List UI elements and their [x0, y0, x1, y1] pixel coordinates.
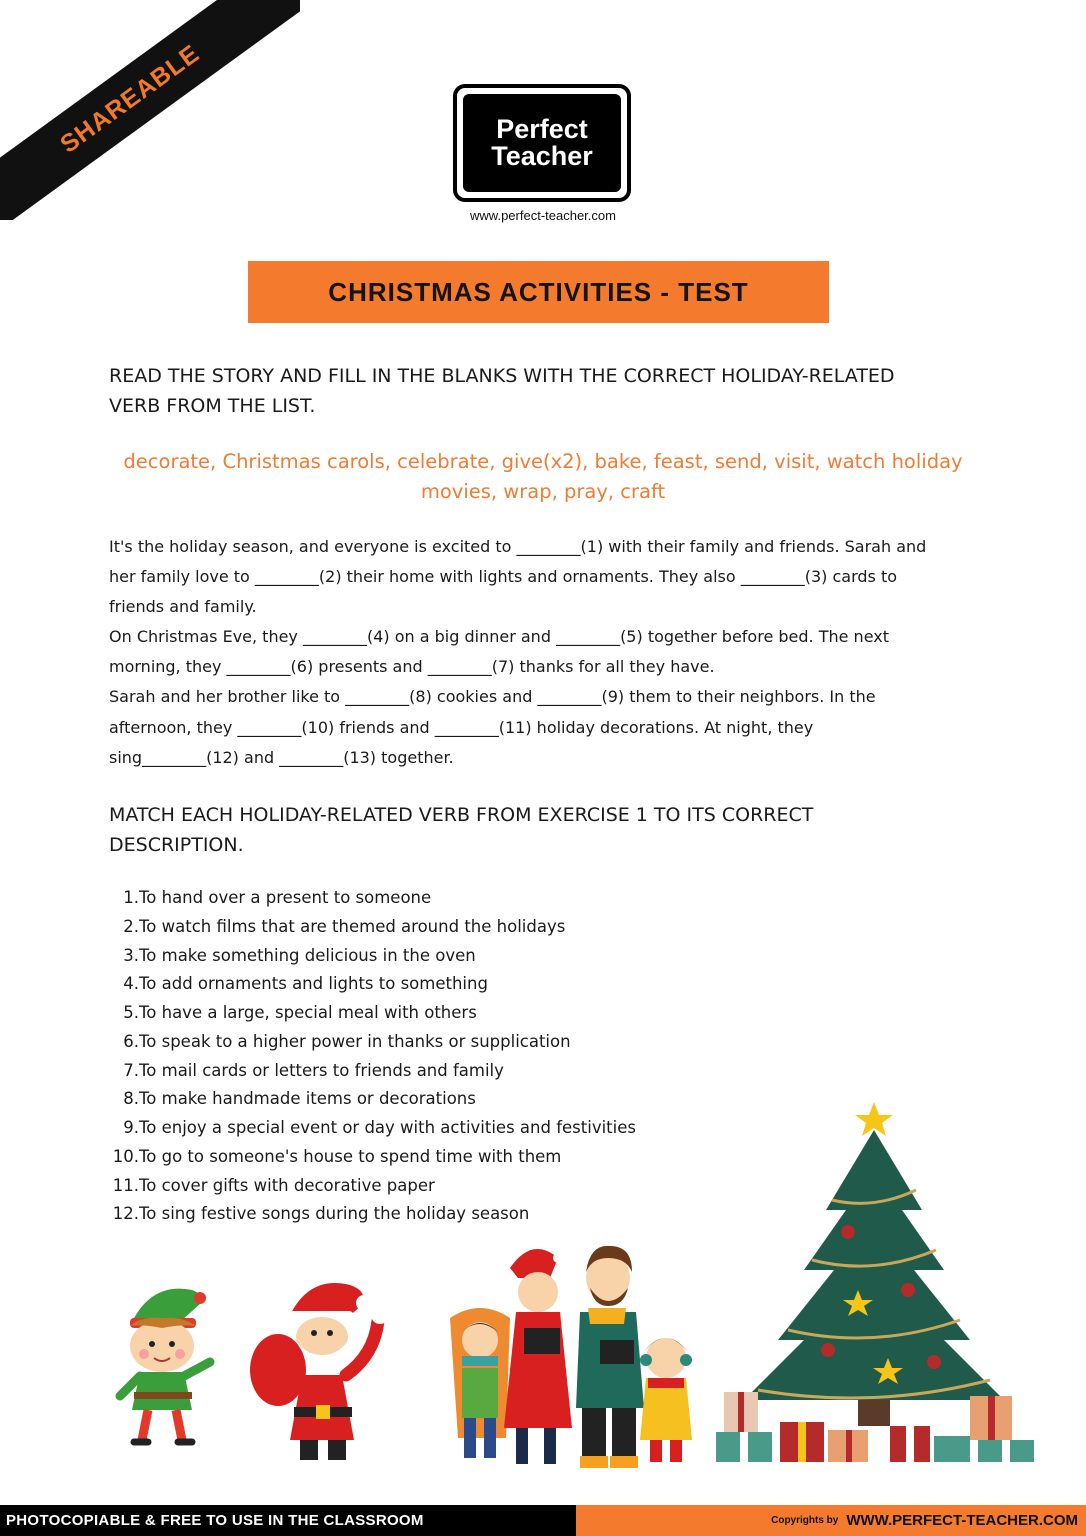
logo-line2: Teacher	[491, 141, 593, 171]
word-bank	[100, 447, 986, 507]
list-item	[109, 942, 729, 971]
christmas-tree-illustration	[708, 1100, 1038, 1475]
item-number: 9.	[123, 1118, 139, 1137]
story-line: sing________(12) and ________(13) together.	[109, 747, 454, 767]
exercise1-instruction	[109, 361, 989, 421]
item-text: To make handmade items or decorations	[139, 1089, 476, 1109]
item-text: To cover gifts with decorative paper	[139, 1175, 435, 1195]
list-item	[109, 970, 729, 999]
story-text	[109, 532, 989, 773]
exercise1-instruction-line2: VERB FROM THE LIST.	[109, 395, 316, 417]
item-text: To enjoy a special event or day with activities and festivities	[139, 1118, 636, 1137]
logo-frame	[453, 84, 631, 202]
word-bank-line2: movies, wrap, pray, craft	[420, 480, 666, 503]
elf-illustration	[112, 1280, 222, 1460]
item-text: To add ornaments and lights to something	[139, 974, 488, 994]
exercise2-instruction-line2: DESCRIPTION.	[109, 834, 244, 856]
item-text: To go to someone's house to spend time with them	[139, 1146, 562, 1166]
item-text: To sing festive songs during the holiday season	[139, 1204, 530, 1224]
item-number: 2.	[123, 916, 139, 936]
story-line: It's the holiday season, and everyone is excited to ________(1) with their family and friends. Sarah and	[109, 537, 927, 556]
list-item	[109, 999, 729, 1028]
carol-singers-illustration	[440, 1228, 700, 1473]
list-item	[109, 1200, 729, 1229]
perfect-teacher-logo[interactable]	[453, 84, 633, 224]
title-banner	[248, 261, 829, 323]
list-item	[109, 1143, 729, 1172]
story-line: On Christmas Eve, they ________(4) on a big dinner and ________(5) together before bed. The next	[109, 627, 889, 647]
story-line: afternoon, they ________(10) friends and ________(11) holiday decorations. At night, they	[109, 717, 814, 737]
list-item	[109, 1057, 729, 1086]
list-item	[109, 1085, 729, 1114]
list-item	[109, 1114, 729, 1143]
item-number: 3.	[123, 945, 139, 965]
exercise1-instruction-line1: READ THE STORY AND FILL IN THE BLANKS WITH THE CORRECT HOLIDAY-RELATED	[109, 365, 895, 387]
word-bank-line1: decorate, Christmas carols, celebrate, give(x2), bake, feast, send, visit, watch holiday	[123, 450, 963, 473]
item-number: 8.	[123, 1089, 139, 1109]
item-text: To make something delicious in the oven	[139, 945, 476, 965]
story-line: her family love to ________(2) their home with lights and ornaments. They also ________(3) cards to	[109, 567, 898, 587]
item-text: To hand over a present to someone	[139, 888, 432, 907]
exercise2-instruction	[109, 800, 989, 860]
item-number: 5.	[123, 1003, 139, 1022]
exercise2-instruction-line1: MATCH EACH HOLIDAY-RELATED VERB FROM EXERCISE 1 TO ITS CORRECT	[109, 804, 814, 826]
item-number: 4.	[123, 974, 139, 994]
item-number: 12.	[112, 1204, 139, 1224]
footer-photocopiable-text: PHOTOCOPIABLE & FREE TO USE IN THE CLASSROOM	[6, 1512, 424, 1529]
copyright-prefix: Copyrights by	[771, 1515, 839, 1526]
story-line: Sarah and her brother like to ________(8) cookies and ________(9) them to their neighbors. In the	[109, 687, 876, 707]
logo-screen	[463, 94, 621, 192]
item-number: 1.	[123, 888, 139, 907]
description-list	[109, 884, 729, 1229]
list-item	[109, 913, 729, 942]
item-number: 7.	[123, 1060, 139, 1080]
santa-illustration	[250, 1275, 400, 1470]
footer-site-link[interactable]: WWW.PERFECT-TEACHER.COM	[846, 1512, 1078, 1529]
item-text: To watch films that are themed around the holidays	[139, 916, 566, 936]
story-line: morning, they ________(6) presents and ________(7) thanks for all they have.	[109, 657, 715, 677]
item-text: To mail cards or letters to friends and family	[139, 1060, 504, 1080]
footer-left-bar	[0, 1505, 576, 1536]
shareable-label: SHAREABLE	[54, 38, 205, 159]
list-item	[109, 884, 729, 913]
item-text: To speak to a higher power in thanks or supplication	[139, 1031, 571, 1051]
item-text: To have a large, special meal with others	[139, 1003, 477, 1022]
logo-line1: Perfect	[496, 114, 588, 144]
footer-right-bar	[576, 1505, 1086, 1536]
logo-url[interactable]: www.perfect-teacher.com	[470, 208, 616, 223]
item-number: 6.	[123, 1031, 139, 1051]
item-number: 10.	[112, 1146, 139, 1166]
item-number: 11.	[112, 1175, 139, 1195]
page-title: CHRISTMAS ACTIVITIES - TEST	[328, 276, 749, 307]
shareable-corner-banner	[0, 0, 300, 220]
story-line: friends and family.	[109, 597, 257, 617]
list-item	[109, 1028, 729, 1057]
list-item	[109, 1172, 729, 1201]
corner-band	[0, 0, 300, 220]
